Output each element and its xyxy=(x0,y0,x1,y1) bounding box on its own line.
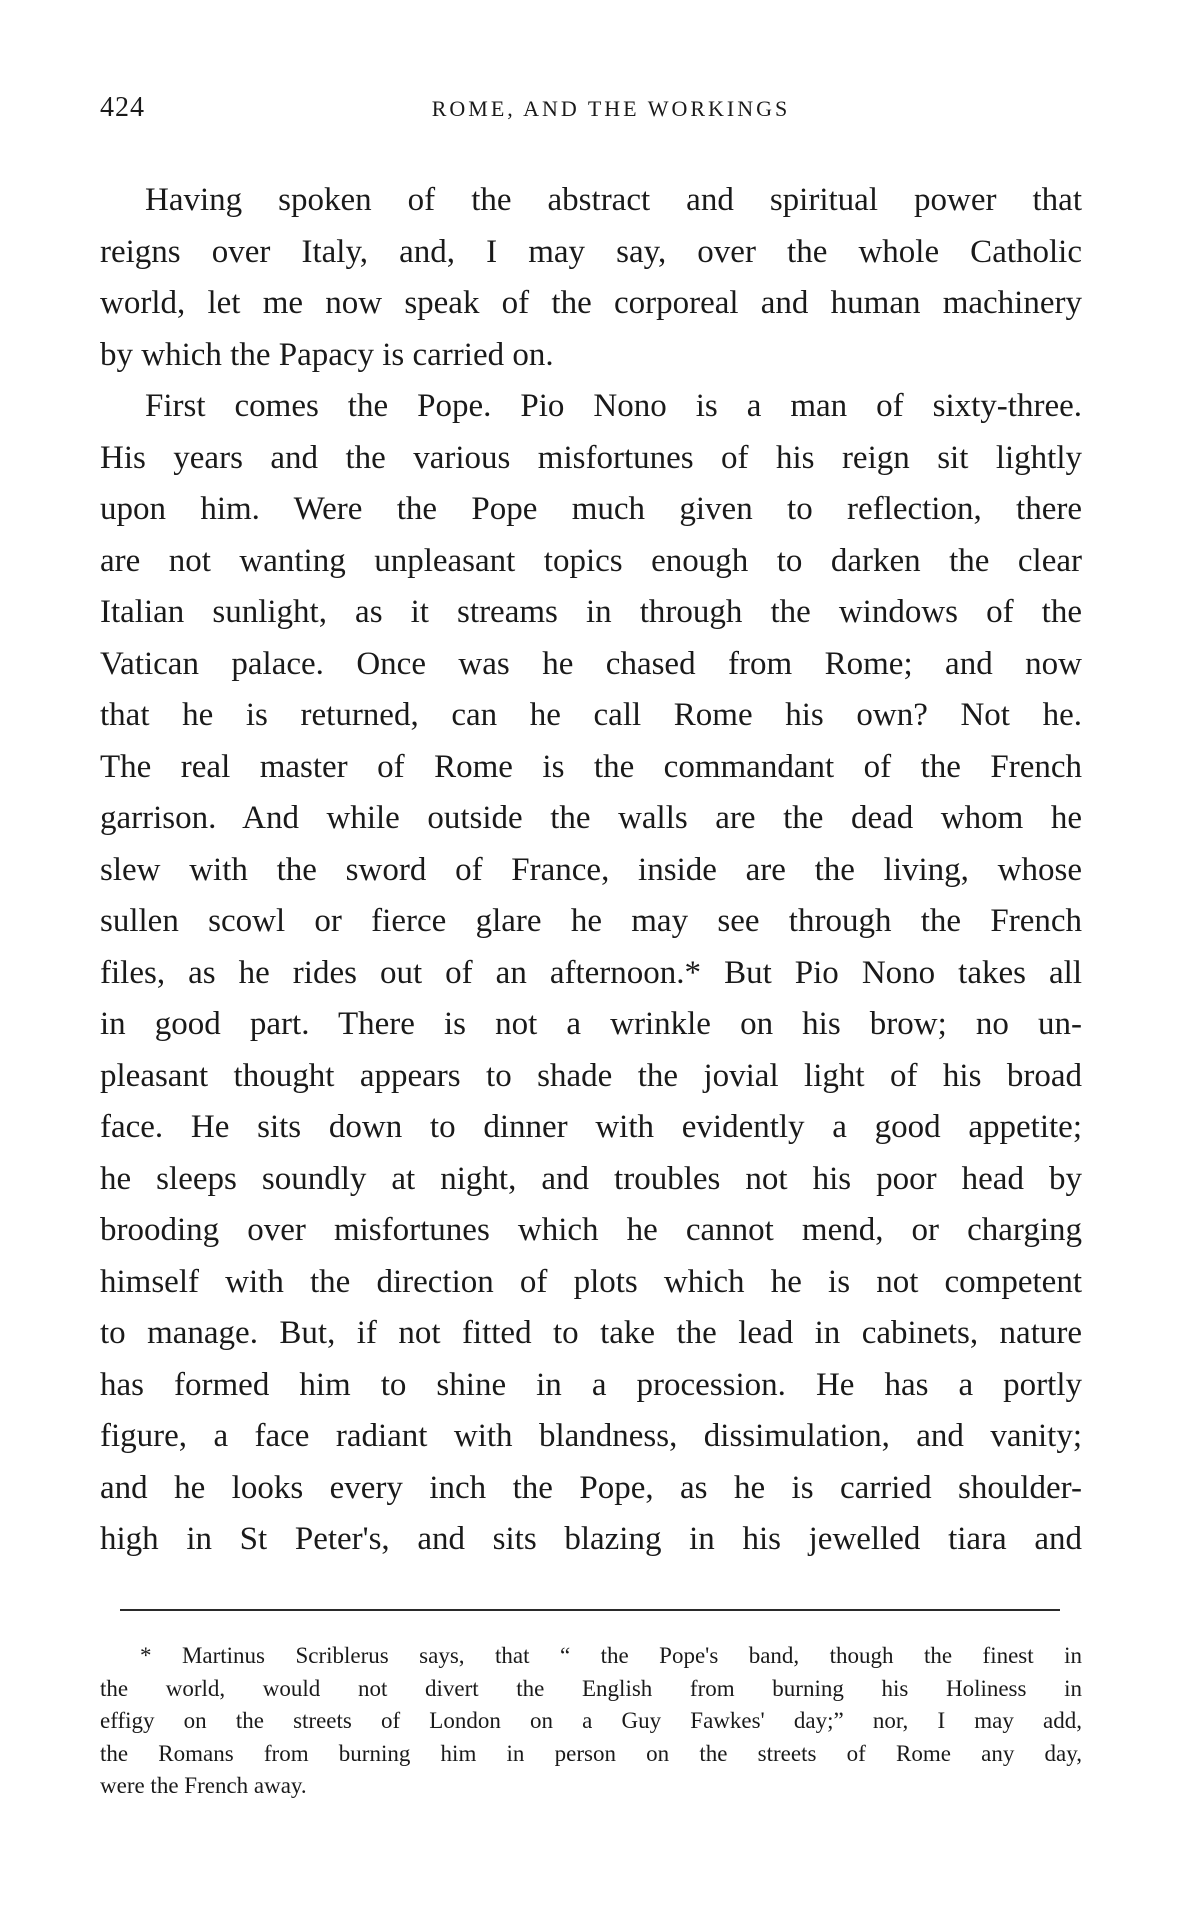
body-line: are not wanting unpleasant topics enough to darken the clear xyxy=(100,542,1082,579)
body-text xyxy=(100,175,1082,1566)
body-line: garrison. And while outside the walls are the dead whom he xyxy=(100,800,1082,836)
footnote xyxy=(100,1640,1082,1803)
body-line: Italian sunlight, as it streams in through the windows of the xyxy=(100,594,1082,630)
body-line: and he looks every inch the Pope, as he is carried shoulder- xyxy=(100,1469,1082,1506)
body-line: slew with the sword of France, inside are the living, whose xyxy=(100,851,1082,888)
body-line: he sleeps soundly at night, and troubles not his poor head by xyxy=(100,1160,1082,1197)
body-line: Having spoken of the abstract and spiritual power that xyxy=(145,182,1082,218)
body-line: has formed him to shine in a procession. He has a portly xyxy=(100,1366,1082,1403)
body-line: face. He sits down to dinner with evidently a good appetite; xyxy=(100,1109,1082,1145)
footnote-line: effigy on the streets of London on a Guy Fawkes' day;” nor, I may add, xyxy=(100,1708,1082,1734)
footnote-line: the world, would not divert the English from burning his Holiness in xyxy=(100,1675,1082,1701)
body-line: First comes the Pope. Pio Nono is a man of sixty-three. xyxy=(145,388,1082,424)
body-line: files, as he rides out of an afternoon.* But Pio Nono takes all xyxy=(100,954,1082,991)
body-line: The real master of Rome is the commandant of the French xyxy=(100,748,1082,785)
footnote-line: were the French away. xyxy=(100,1773,307,1799)
body-line: His years and the various misfortunes of his reign sit lightly xyxy=(100,439,1082,476)
body-line: that he is returned, can he call Rome his own? Not he. xyxy=(100,697,1082,733)
body-line: sullen scowl or fierce glare he may see through the French xyxy=(100,903,1082,939)
footnote-line: * Martinus Scriblerus says, that “ the Pope's band, though the finest in xyxy=(140,1643,1082,1668)
body-line: world, let me now speak of the corporeal and human machinery xyxy=(100,285,1082,321)
body-line: figure, a face radiant with blandness, dissimulation, and vanity; xyxy=(100,1418,1082,1454)
body-line: pleasant thought appears to shade the jovial light of his broad xyxy=(100,1057,1082,1094)
running-title: ROME, AND THE WORKINGS xyxy=(431,96,791,121)
running-head xyxy=(100,92,1082,132)
body-line: by which the Papacy is carried on. xyxy=(100,336,554,373)
body-line: in good part. There is not a wrinkle on his brow; no un- xyxy=(100,1006,1082,1042)
body-line: himself with the direction of plots which he is not competent xyxy=(100,1263,1082,1300)
body-line: high in St Peter's, and sits blazing in his jewelled tiara and xyxy=(100,1521,1082,1557)
page-number: 424 xyxy=(100,92,145,123)
body-line: Vatican palace. Once was he chased from Rome; and now xyxy=(100,645,1082,682)
body-line: upon him. Were the Pope much given to reflection, there xyxy=(100,491,1082,527)
body-line: to manage. But, if not fitted to take the lead in cabinets, nature xyxy=(100,1315,1082,1351)
body-line: brooding over misfortunes which he cannot mend, or charging xyxy=(100,1212,1082,1248)
footnote-line: the Romans from burning him in person on the streets of Rome any day, xyxy=(100,1740,1082,1766)
body-line: reigns over Italy, and, I may say, over the whole Catholic xyxy=(100,233,1082,270)
footnote-divider xyxy=(120,1609,1060,1611)
